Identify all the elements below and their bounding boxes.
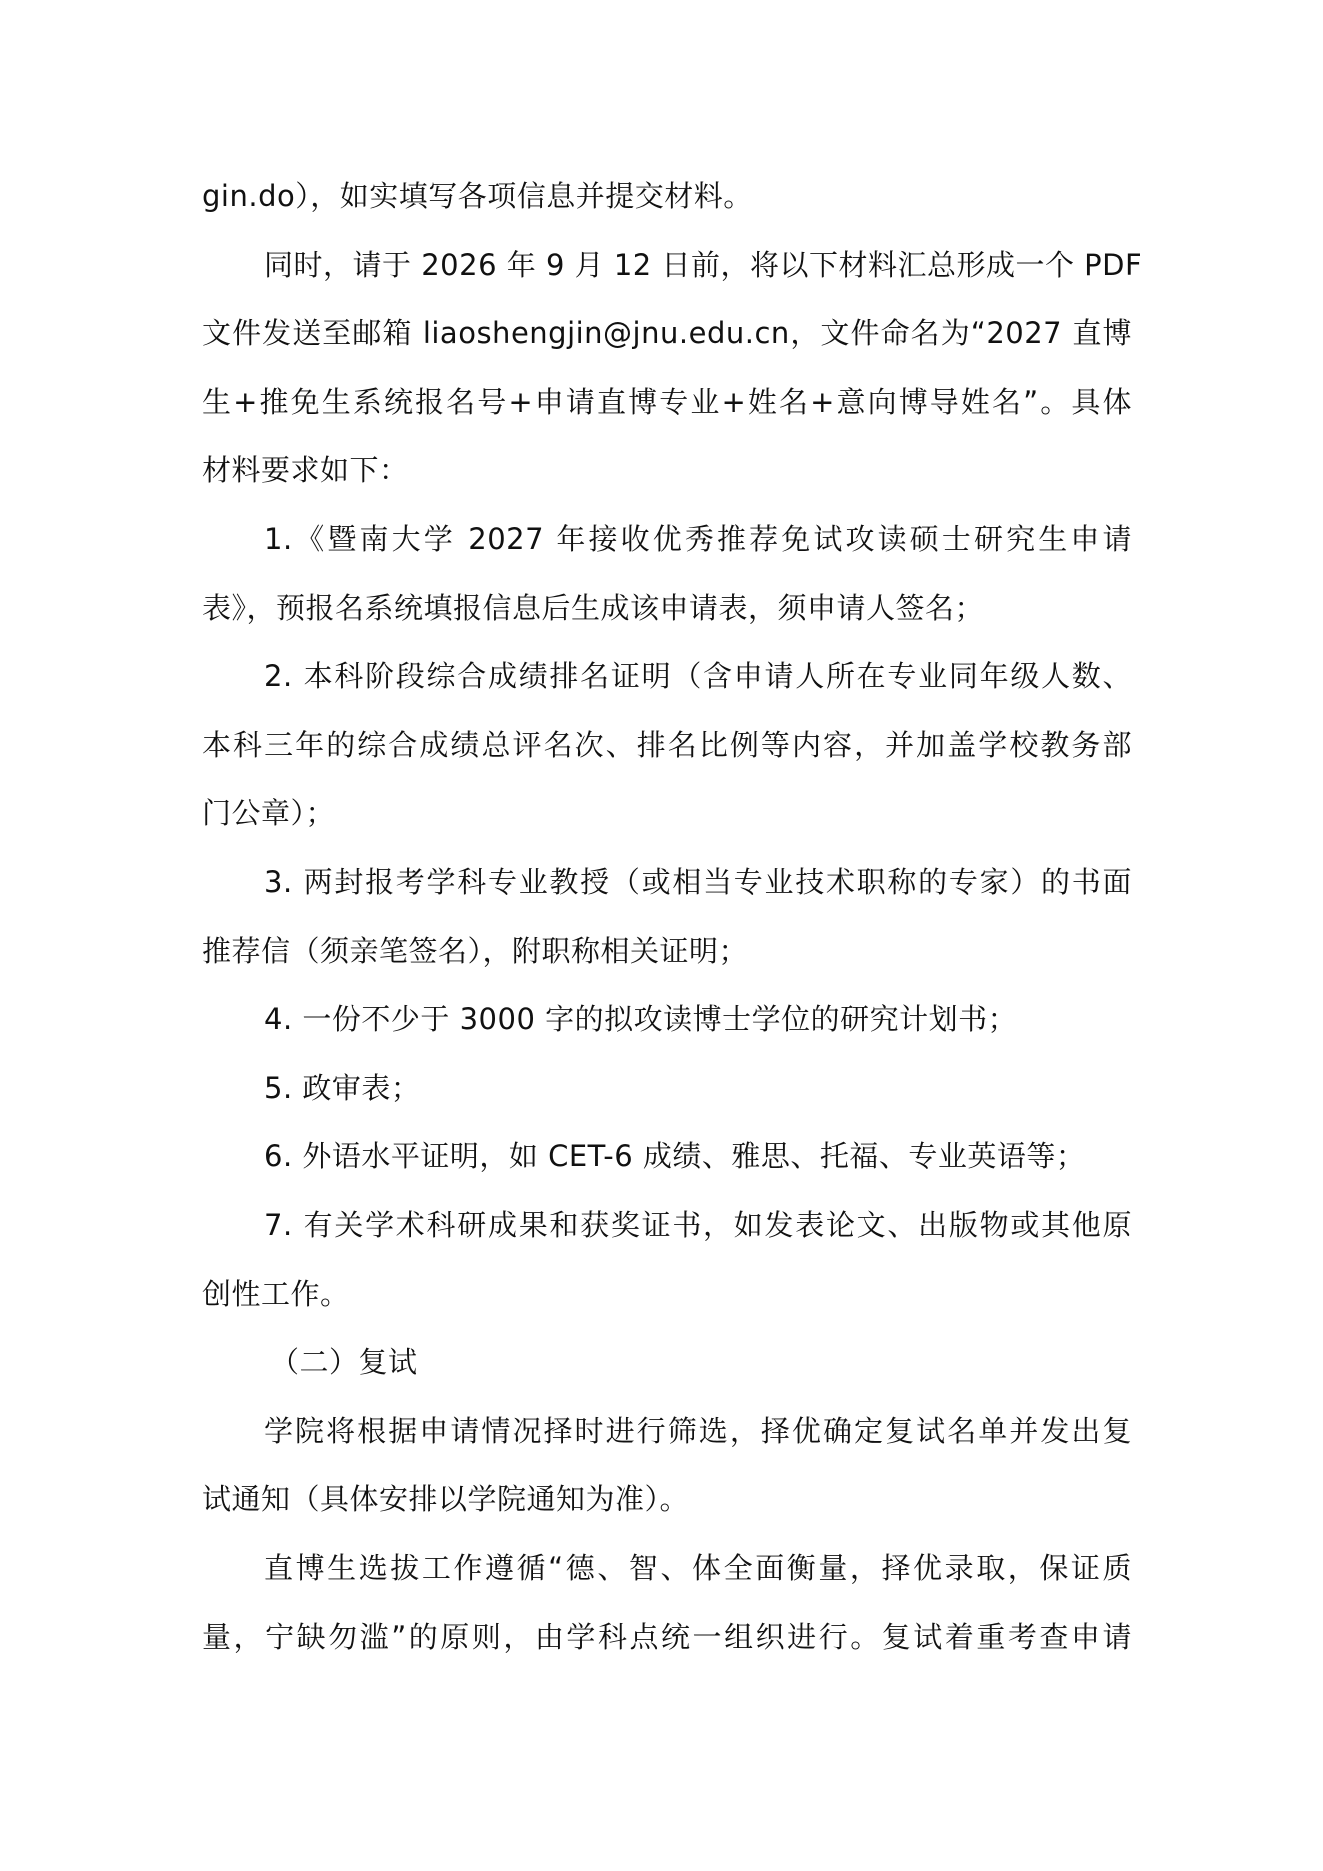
list-item-7-line-2: 创性工作。	[202, 1277, 350, 1311]
list-item-3-line-2: 推荐信（须亲笔签名），附职称相关证明；	[202, 934, 749, 968]
list-item-5: 5. 政审表；	[264, 1071, 421, 1105]
section-heading-retest: （二）复试	[270, 1345, 418, 1379]
text-line-2: 同时，请于 2026 年 9 月 12 日前，将以下材料汇总形成一个 PDF	[264, 248, 1143, 282]
text-line-principle-1: 直博生选拔工作遵循“德、智、体全面衡量，择优录取，保证质	[264, 1551, 1132, 1585]
list-item-1-line-2: 表》，预报名系统填报信息后生成该申请表，须申请人签名；	[202, 591, 985, 625]
text-line-5: 材料要求如下：	[202, 453, 409, 487]
text-line-retest-1: 学院将根据申请情况择时进行筛选，择优确定复试名单并发出复	[264, 1414, 1132, 1448]
text-line-4: 生+推免生系统报名号+申请直博专业+姓名+意向博导姓名”。具体	[202, 385, 1132, 419]
list-item-7-line-1: 7. 有关学术科研成果和获奖证书，如发表论文、出版物或其他原	[264, 1208, 1132, 1242]
text-line-1: gin.do），如实填写各项信息并提交材料。	[202, 179, 753, 213]
list-item-1-line-1: 1.《暨南大学 2027 年接收优秀推荐免试攻读硕士研究生申请	[264, 522, 1132, 556]
list-item-2-line-2: 本科三年的综合成绩总评名次、排名比例等内容，并加盖学校教务部	[202, 728, 1132, 762]
list-item-3-line-1: 3. 两封报考学科专业教授（或相当专业技术职称的专家）的书面	[264, 865, 1132, 899]
list-item-2-line-3: 门公章）；	[202, 796, 336, 830]
list-item-2-line-1: 2. 本科阶段综合成绩排名证明（含申请人所在专业同年级人数、	[264, 659, 1132, 693]
text-line-principle-2: 量，宁缺勿滥”的原则，由学科点统一组织进行。复试着重考查申请	[202, 1620, 1132, 1654]
list-item-6: 6. 外语水平证明，如 CET-6 成绩、雅思、托福、专业英语等；	[264, 1139, 1086, 1173]
text-line-3: 文件发送至邮箱 liaoshengjin@jnu.edu.cn，文件命名为“2027 直博	[202, 316, 1132, 350]
list-item-4: 4. 一份不少于 3000 字的拟攻读博士学位的研究计划书；	[264, 1002, 1018, 1036]
text-line-retest-2: 试通知（具体安排以学院通知为准）。	[202, 1482, 690, 1516]
